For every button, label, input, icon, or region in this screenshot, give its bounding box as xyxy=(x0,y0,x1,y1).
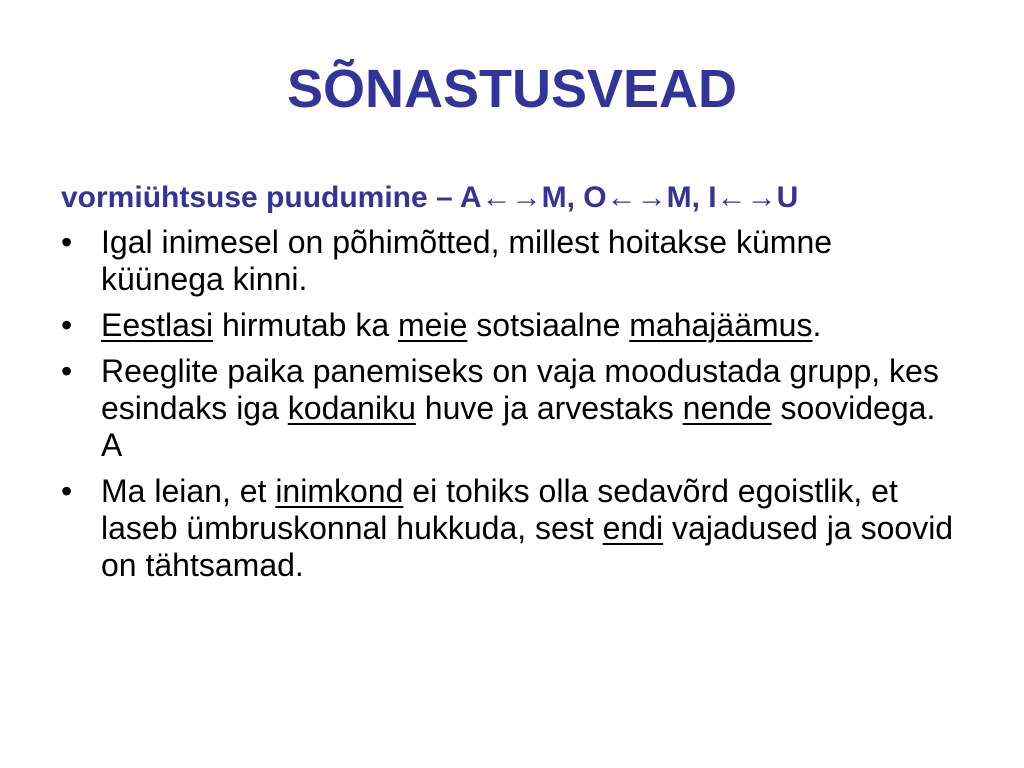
bullet-icon: • xyxy=(61,307,73,343)
bullet-icon: • xyxy=(61,224,73,260)
underlined-word-eestlasi: Eestlasi xyxy=(101,307,214,343)
bullet-text: sotsiaalne xyxy=(467,307,630,343)
bullet-text: soovidega. A xyxy=(101,390,936,463)
underlined-word-mahajaamus: mahajäämus xyxy=(629,307,813,343)
bullet-item-3 xyxy=(61,353,961,464)
bullet-icon: • xyxy=(61,473,73,509)
bullet-text: Ma leian, et xyxy=(101,473,276,509)
underlined-word-endi: endi xyxy=(602,510,664,546)
underlined-word-meie: meie xyxy=(398,307,468,343)
bullet-item-4 xyxy=(61,473,961,584)
bullet-text: Igal inimesel on põhimõtted, millest hoitakse kümne küünega kinni. xyxy=(101,224,833,297)
underlined-word-inimkond: inimkond xyxy=(275,473,404,509)
slide-subtitle: vormiühtsuse puudumine – A←→M, O←→M, I←→U xyxy=(61,181,799,214)
bullet-text: huve ja arvestaks xyxy=(415,390,683,426)
underlined-word-nende: nende xyxy=(682,390,772,426)
bullet-list xyxy=(61,224,961,584)
bullet-icon: • xyxy=(61,353,73,389)
bullet-text: hirmutab ka xyxy=(213,307,399,343)
bullet-text: Reeglite paika panemiseks on vaja moodustada grupp, kes esindaks iga xyxy=(101,353,939,426)
slide-title: SÕNASTUSVEAD xyxy=(286,59,738,119)
bullet-text: vajadused ja soovid on tähtsamad. xyxy=(101,510,954,583)
bullet-text: . xyxy=(812,307,822,343)
slide-content xyxy=(61,180,961,593)
bullet-item-1 xyxy=(61,224,961,298)
bullet-item-2 xyxy=(61,307,961,344)
underlined-word-kodaniku: kodaniku xyxy=(287,390,416,426)
bullet-text: ei tohiks olla sedavõrd egoistlik, et laseb ümbruskonnal hukkuda, sest xyxy=(101,473,898,546)
